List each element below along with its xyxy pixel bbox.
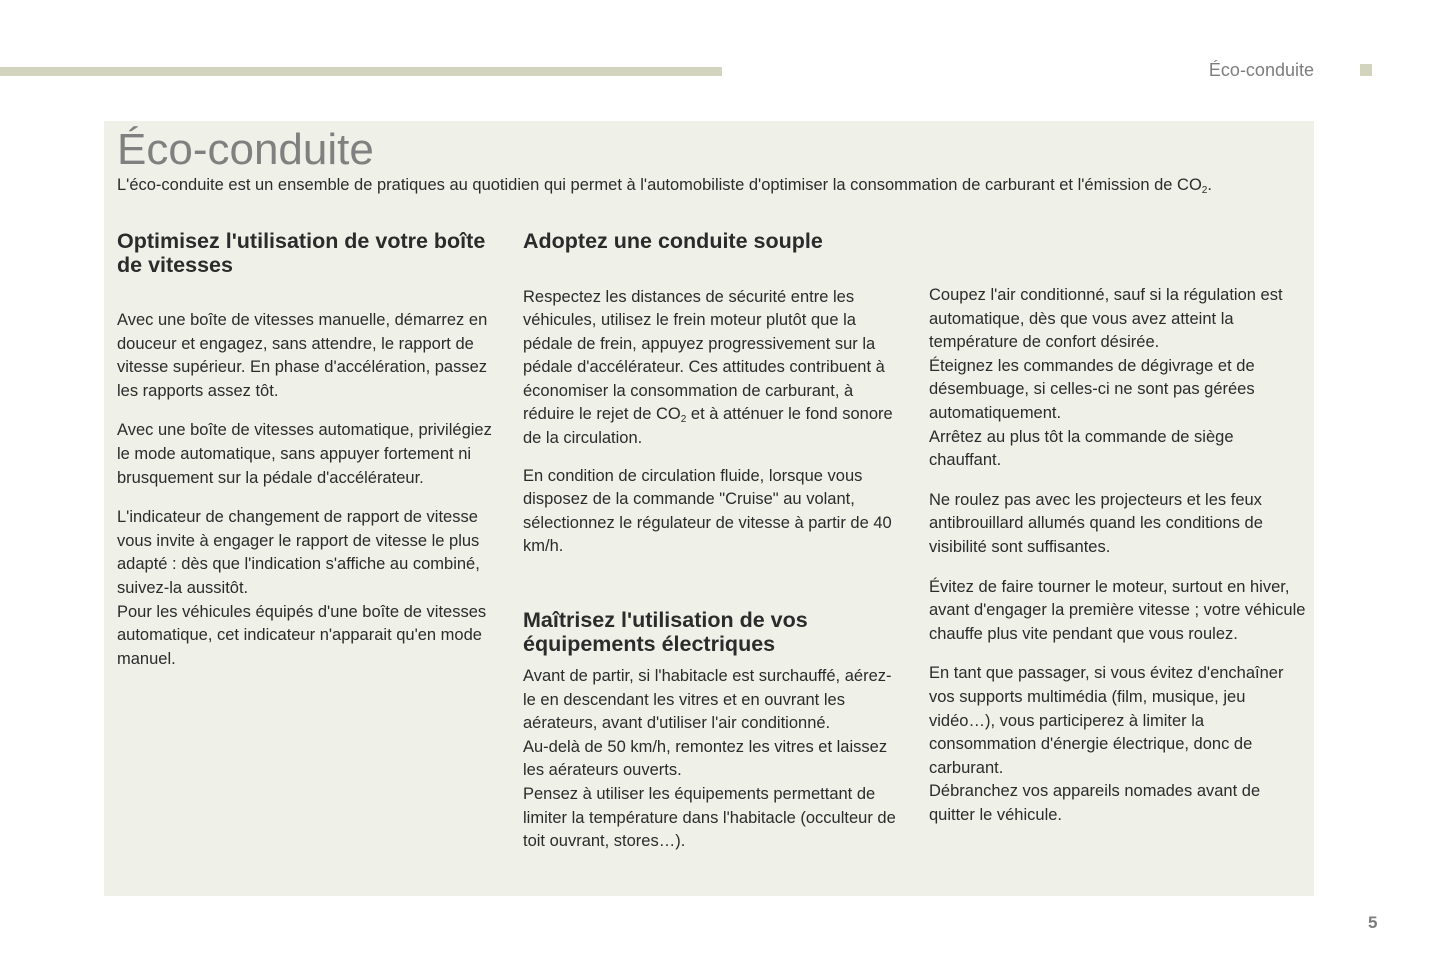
cruise-control-paragraph: En condition de circulation fluide, lorsque vous disposez de la commande "Cruise" au volant, sélectionnez le régulateur de vitesse à partir de 40 km/h. <box>523 466 892 556</box>
safety-distance-text-end: et à atténuer le fond sonore de la circulation. <box>523 405 893 448</box>
automatic-gearbox-paragraph: Avec une boîte de vitesses automatique, privilégiez le mode automatique, sans appuyer fortement ni brusquement sur la pédale d'accélérateur. <box>117 421 492 487</box>
header-accent-bar <box>0 67 722 76</box>
gearbox-heading: Optimisez l'utilisation de votre boîte de vitesses <box>117 229 486 277</box>
column-equipment <box>929 284 1307 827</box>
gear-indicator-paragraph <box>117 506 495 671</box>
ventilation-paragraph <box>523 665 901 854</box>
header-section-title: Éco-conduite <box>1208 60 1314 80</box>
air-conditioning-paragraph <box>929 284 1307 473</box>
electrical-equipment-heading: Maîtrisez l'utilisation de vos équipements électriques <box>523 608 808 656</box>
air-conditioning-text: Coupez l'air conditionné, sauf si la régulation est automatique, dès que vous avez atteint la température de confort désirée. <box>929 286 1283 352</box>
intro-text: L'éco-conduite est un ensemble de pratiques au quotidien qui permet à l'automobiliste d'optimiser la consommation de carburant et l'émission de CO <box>117 176 1202 194</box>
column-gearbox <box>117 230 495 671</box>
unplug-devices-text: Débranchez vos appareils nomades avant de quitter le véhicule. <box>929 782 1261 824</box>
ventilation-text: Avant de partir, si l'habitacle est surchauffé, aérez-le en descendant les vitres et en ouvrant les aérateurs, avant d'utiliser l'air conditionné. <box>523 667 892 733</box>
engine-idle-paragraph: Évitez de faire tourner le moteur, surtout en hiver, avant d'engager la première vitesse ; votre véhicule chauffe plus vite pendant que vous roulez. <box>929 577 1306 643</box>
intro-subscript: 2 <box>1201 185 1208 196</box>
headlamps-paragraph: Ne roulez pas avec les projecteurs et les feux antibrouillard allumés quand les conditions de visibilité sont suffisantes. <box>929 490 1263 556</box>
header-square-marker <box>1360 64 1372 76</box>
multimedia-text: En tant que passager, si vous évitez d'enchaîner vos supports multimédia (film, musique, jeu vidéo…), vous participerez à limiter la consommation d'énergie électrique, donc de carburant. <box>929 664 1284 777</box>
smooth-driving-heading: Adoptez une conduite souple <box>523 229 823 253</box>
gear-indicator-note: Pour les véhicules équipés d'une boîte de vitesses automatique, cet indicateur n'apparait qu'en mode manuel. <box>117 602 487 668</box>
column-driving <box>523 230 901 854</box>
defrost-text: Éteignez les commandes de dégivrage et de désembuage, si celles-ci ne sont pas gérées automatiquement. <box>929 356 1255 422</box>
blinds-text: Pensez à utiliser les équipements permettant de limiter la température dans l'habitacle (occulteur de toit ouvrant, stores…). <box>523 785 896 851</box>
co2-subscript: 2 <box>680 414 687 426</box>
multimedia-paragraph <box>929 662 1307 827</box>
page-number: 5 <box>1368 913 1378 932</box>
safety-distance-paragraph <box>523 286 901 451</box>
page-title: Éco-conduite <box>117 125 374 174</box>
intro-paragraph <box>117 174 1267 198</box>
gear-indicator-text: L'indicateur de changement de rapport de vitesse vous invite à engager le rapport de vitesse le plus adapté : dès que l'indication s'affiche au combiné, suivez-la aussitôt. <box>117 508 480 597</box>
intro-end: . <box>1207 176 1212 194</box>
manual-gearbox-paragraph: Avec une boîte de vitesses manuelle, démarrez en douceur et engagez, sans attendre, le rapport de vitesse supérieur. En phase d'accélération, passez les rapports assez tôt. <box>117 311 488 400</box>
heated-seat-text: Arrêtez au plus tôt la commande de siège chauffant. <box>929 427 1234 470</box>
safety-distance-text: Respectez les distances de sécurité entre les véhicules, utilisez le frein moteur plutôt que la pédale de frein, appuyez progressivement sur la pédale d'accélérateur. Ces attitudes contribuent à économiser la consommation de carburant, à réduire le rejet de CO <box>523 287 885 424</box>
windows-text: Au-delà de 50 km/h, remontez les vitres et laissez les aérateurs ouverts. <box>523 737 888 780</box>
